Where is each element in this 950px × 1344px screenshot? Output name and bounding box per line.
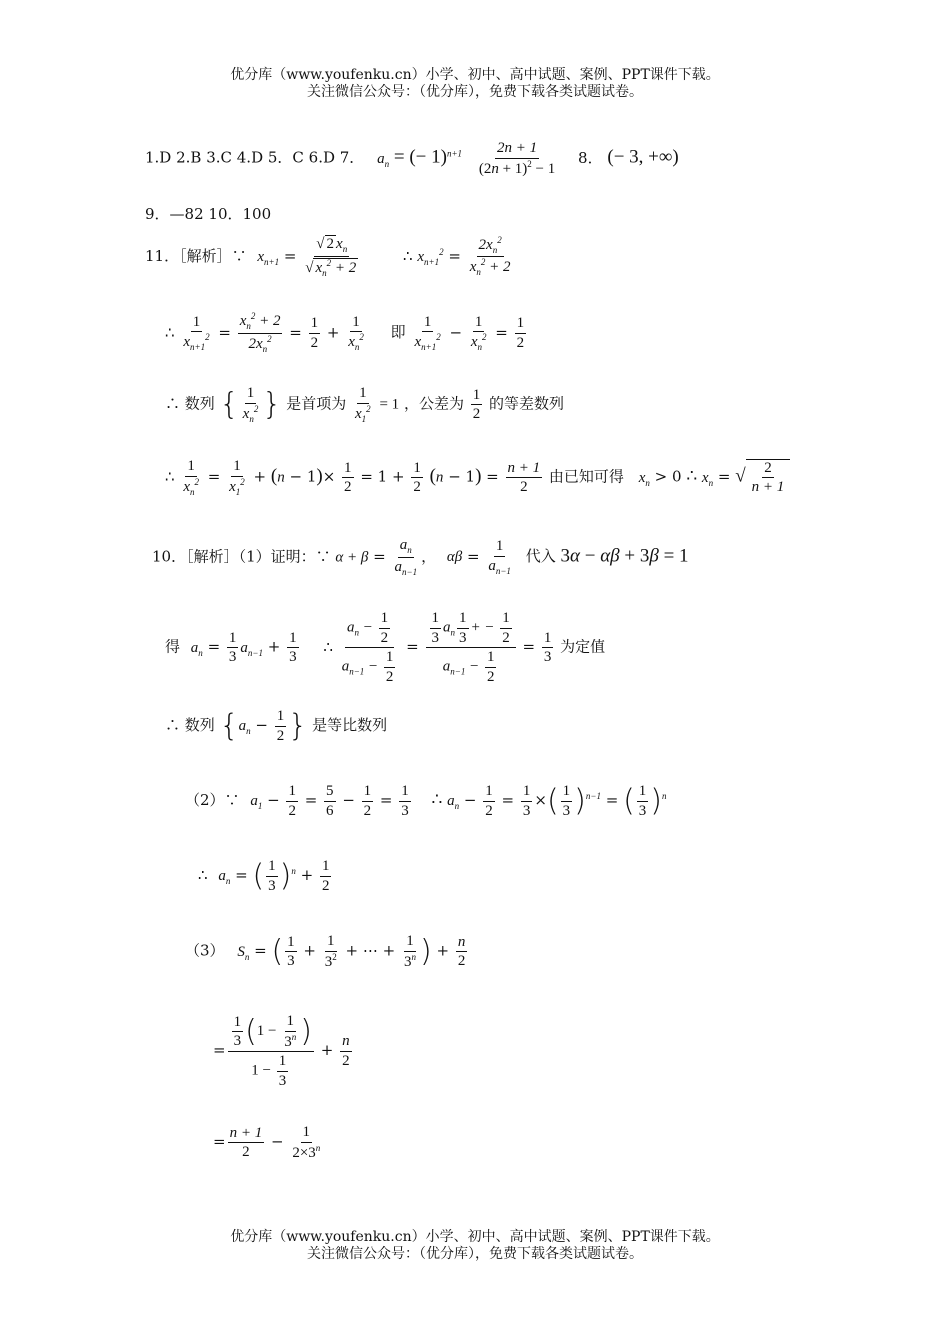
solution-10-label: 10．［解析］（1）证明：∵ [152, 547, 331, 566]
solution-10-line-2: 得 $a_n$ = $\frac{1}{3}$ $a_{n-1}$ + $\frac{1}{3}$ ∴ $a_n$ − $\frac{1}{2}$ $a_{n-1}$ − $\frac{1}{2}$ = $\frac{1}{3}$ $a_n$ $\frac{1}{3}$ + − $\frac{1}{2}$ $a_{n-1}$ − $\frac{1}{2}$ = $\frac{1}{3}$ 为定值 [165, 610, 606, 685]
part-3-label: （3） [185, 941, 225, 960]
answers-1-8: 1.D 2.B 3.C 4.D 5．C 6.D 7． $a_n$ = (− 1)$^{n+1}$ $\frac{2n + 1}{(2n + 1)^2 - 1}$ 8． (− 3, +∞) [145, 140, 679, 177]
part-2-label: （2）∵ [185, 791, 240, 809]
de-text: 得 [165, 637, 181, 656]
solution-11-line-4: ∴ $\frac{1}{x_n^2}$ = $\frac{1}{x_1^2}$ + (n − 1)× $\frac{1}{2}$ = 1 + $\frac{1}{2}$ (n − 1) = $\frac{n + 1}{2}$ 由已知可得 $x_n > 0$ ∴ $x_n$ = √ $\frac{2}{n + 1}$ [165, 458, 790, 497]
solution-10-line-1: 10．［解析］（1）证明：∵ α + β = $\frac{a_n}{a_{n-1}}$ ， αβ = $\frac{1}{a_{n-1}}$ 代入 3α − αβ + 3β = 1 [152, 537, 689, 577]
answers-9-10: 9．—82 10．100 [145, 205, 272, 223]
known-text: 由已知可得 [548, 467, 624, 486]
footer-line-2: 关注微信公众号：（优分库），免费下载各类试题试卷。 [307, 1246, 643, 1262]
arith-seq-text: 的等差数列 [489, 394, 565, 413]
header-line-1: 优分库（www.youfenku.cn）小学、初中、高中试题、案例、PPT课件下载。 [230, 67, 720, 83]
solution-11-line-2: ∴ $\frac{1}{x_{n+1}^2}$ = $\frac{x_n^2 + 2}{2x_n^2}$ = $\frac{1}{2}$ + $\frac{1}{x_n^2}$ 即 $\frac{1}{x_{n+1}^2}$ − $\frac{1}{x_n^2}$ = $\frac{1}{2}$ [165, 311, 525, 354]
answer-8-label: 8． [578, 148, 603, 167]
page-footer [0, 1229, 950, 1263]
solution-10-line-5: ∴ $a_n$ = ( $\frac{1}{3}$ )$^n$ + $\frac{1}{2}$ [198, 858, 330, 894]
seq-text-1: ∴ 数列 [165, 394, 215, 413]
first-term-text: 是首项为 [286, 394, 347, 413]
seq-text-2: ∴ 数列 [165, 716, 215, 734]
common-diff-text: ，公差为 [403, 394, 464, 413]
therefore-2: ∴ [165, 323, 175, 342]
therefore-1: ∴ [403, 246, 413, 265]
therefore-4: ∴ [686, 466, 698, 487]
therefore-6: ∴ [431, 790, 443, 810]
const-text: 为定值 [560, 637, 606, 656]
page-header [0, 67, 950, 101]
solution-11-line-3: ∴ 数列 { $\frac{1}{x_n^2}$ } 是首项为 $\frac{1}{x_1^2}$ = 1 ，公差为 $\frac{1}{2}$ 的等差数列 [165, 385, 565, 424]
therefore-3: ∴ [165, 467, 175, 486]
header-line-2: 关注微信公众号：（优分库），免费下载各类试题试卷。 [307, 84, 643, 100]
solution-10-line-6: （3） $S_n$ = ( $\frac{1}{3}$ + $\frac{1}{3^2}$ + ⋯ + $\frac{1}{3^n}$ ) + $\frac{n}{2}$ [185, 933, 466, 970]
footer-line-1: 优分库（www.youfenku.cn）小学、初中、高中试题、案例、PPT课件下载。 [230, 1229, 720, 1245]
answers-mc: 1.D 2.B 3.C 4.D 5．C 6.D 7． [145, 148, 365, 167]
substitute-text: 代入 [525, 547, 556, 566]
ji-text: 即 [390, 323, 406, 342]
therefore-7: ∴ [198, 866, 208, 884]
solution-11-label: 11．［解析］∵ [145, 246, 247, 265]
therefore-5: ∴ [323, 637, 333, 656]
solution-10-line-8: = $\frac{n + 1}{2}$ − $\frac{1}{2\times 3^n}$ [213, 1124, 321, 1161]
solution-10-line-4: （2）∵ $a_1$ − $\frac{1}{2}$ = $\frac{5}{6}$ − $\frac{1}{2}$ = $\frac{1}{3}$ ∴ $a_n$ − $\frac{1}{2}$ = $\frac{1}{3}$ ×( $\frac{1}{3}$ )$^{n-1}$ = ( $\frac{1}{3}$ )$^n$ [185, 783, 667, 819]
solution-11-line-1: 11．［解析］∵ $x_{n+1}$ = $\frac{√ 2 x_n}{√ x_n^2 + 2}$ ∴ $x_{n+1}^2$ = $\frac{2x_n^2}{x_n^2 + 2}$ [145, 234, 511, 278]
geo-seq-text: 是等比数列 [312, 716, 388, 734]
solution-10-line-7: = $\frac{1}{3}$ (1 − $\frac{1}{3^n}$ ) 1 − $\frac{1}{3}$ + $\frac{n}{2}$ [213, 1013, 350, 1089]
solution-10-line-3: ∴ 数列 {$a_n$ − $\frac{1}{2}$ } 是等比数列 [165, 708, 388, 744]
